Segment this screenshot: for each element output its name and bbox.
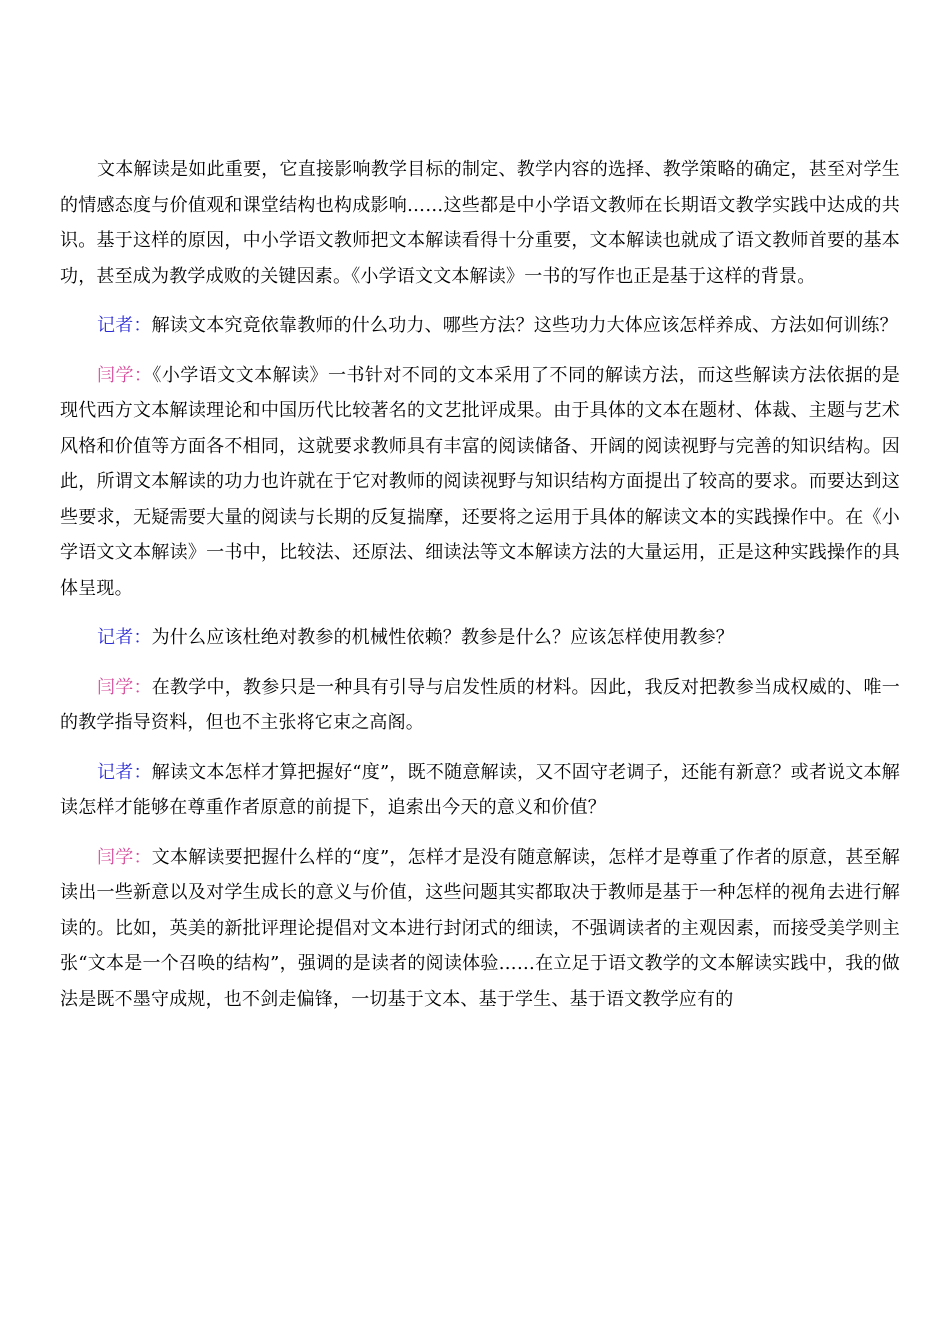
speaker-label-reporter: 记者： <box>97 761 152 783</box>
paragraph-intro <box>60 152 900 294</box>
paragraph-text: 《小学语文文本解读》一书针对不同的文本采用了不同的解读方法，而这些解读方法依据的是现代西方文本解读理论和中国历代比较著名的文艺批评成果。由于具体的文本在题材、体裁、主题与艺术风格和价值等方面各不相同，这就要求教师具有丰富的阅读储备、开阔的阅读视野与完善的知识结构。因此，所谓文本解读的功力也许就在于它对教师的阅读视野与知识结构方面提出了较高的要求。而要达到这些要求，无疑需要大量的阅读与长期的反复揣摩，还要将之运用于具体的解读文本的实践操作中。在《小学语文文本解读》一书中，比较法、还原法、细读法等文本解读方法的大量运用，正是这种实践操作的具体呈现。 <box>60 364 900 599</box>
paragraph-reporter-question-1 <box>60 308 900 344</box>
paragraph-text: 文本解读是如此重要，它直接影响教学目标的制定、教学内容的选择、教学策略的确定，甚至对学生的情感态度与价值观和课堂结构也构成影响……这些都是中小学语文教师在长期语文教学实践中达成的共识。基于这样的原因，中小学语文教师把文本解读看得十分重要，文本解读也就成了语文教师首要的基本功，甚至成为教学成败的关键因素。《小学语文文本解读》一书的写作也正是基于这样的背景。 <box>60 159 900 287</box>
article-body <box>60 152 900 1031</box>
paragraph-text: 解读文本究竟依靠教师的什么功力、哪些方法？这些功力大体应该怎样养成、方法如何训练？ <box>151 315 898 336</box>
paragraph-text: 为什么应该杜绝对教参的机械性依赖？教参是什么？应该怎样使用教参？ <box>151 627 735 648</box>
paragraph-yan-answer-3 <box>60 840 900 1018</box>
paragraph-reporter-question-3 <box>60 755 900 826</box>
paragraph-yan-answer-2 <box>60 670 900 741</box>
paragraph-text: 文本解读要把握什么样的“度”，怎样才是没有随意解读，怎样才是尊重了作者的原意，甚至解读出一些新意以及对学生成长的意义与价值，这些问题其实都取决于教师是基于一种怎样的视角去进行解读的。比如，英美的新批评理论提倡对文本进行封闭式的细读，不强调读者的主观因素，而接受美学则主张“文本是一个召唤的结构”，强调的是读者的阅读体验……在立足于语文教学的文本解读实践中，我的做法是既不墨守成规，也不剑走偏锋，一切基于文本、基于学生、基于语文教学应有的 <box>60 846 900 1010</box>
paragraph-reporter-question-2 <box>60 620 900 656</box>
speaker-label-yan: 闫学： <box>97 364 153 386</box>
speaker-label-reporter: 记者： <box>97 627 152 648</box>
paragraph-text: 解读文本怎样才算把握好“度”，既不随意解读，又不固守老调子，还能有新意？或者说文本解读怎样才能够在尊重作者原意的前提下，追索出今天的意义和价值？ <box>60 761 900 818</box>
speaker-label-yan: 闫学： <box>97 846 152 868</box>
paragraph-text: 在教学中，教参只是一种具有引导与启发性质的材料。因此，我反对把教参当成权威的、唯一的教学指导资料，但也不主张将它束之高阁。 <box>60 676 900 733</box>
speaker-label-yan: 闫学： <box>97 676 152 698</box>
speaker-label-reporter: 记者： <box>97 315 152 336</box>
paragraph-yan-answer-1 <box>60 358 900 607</box>
